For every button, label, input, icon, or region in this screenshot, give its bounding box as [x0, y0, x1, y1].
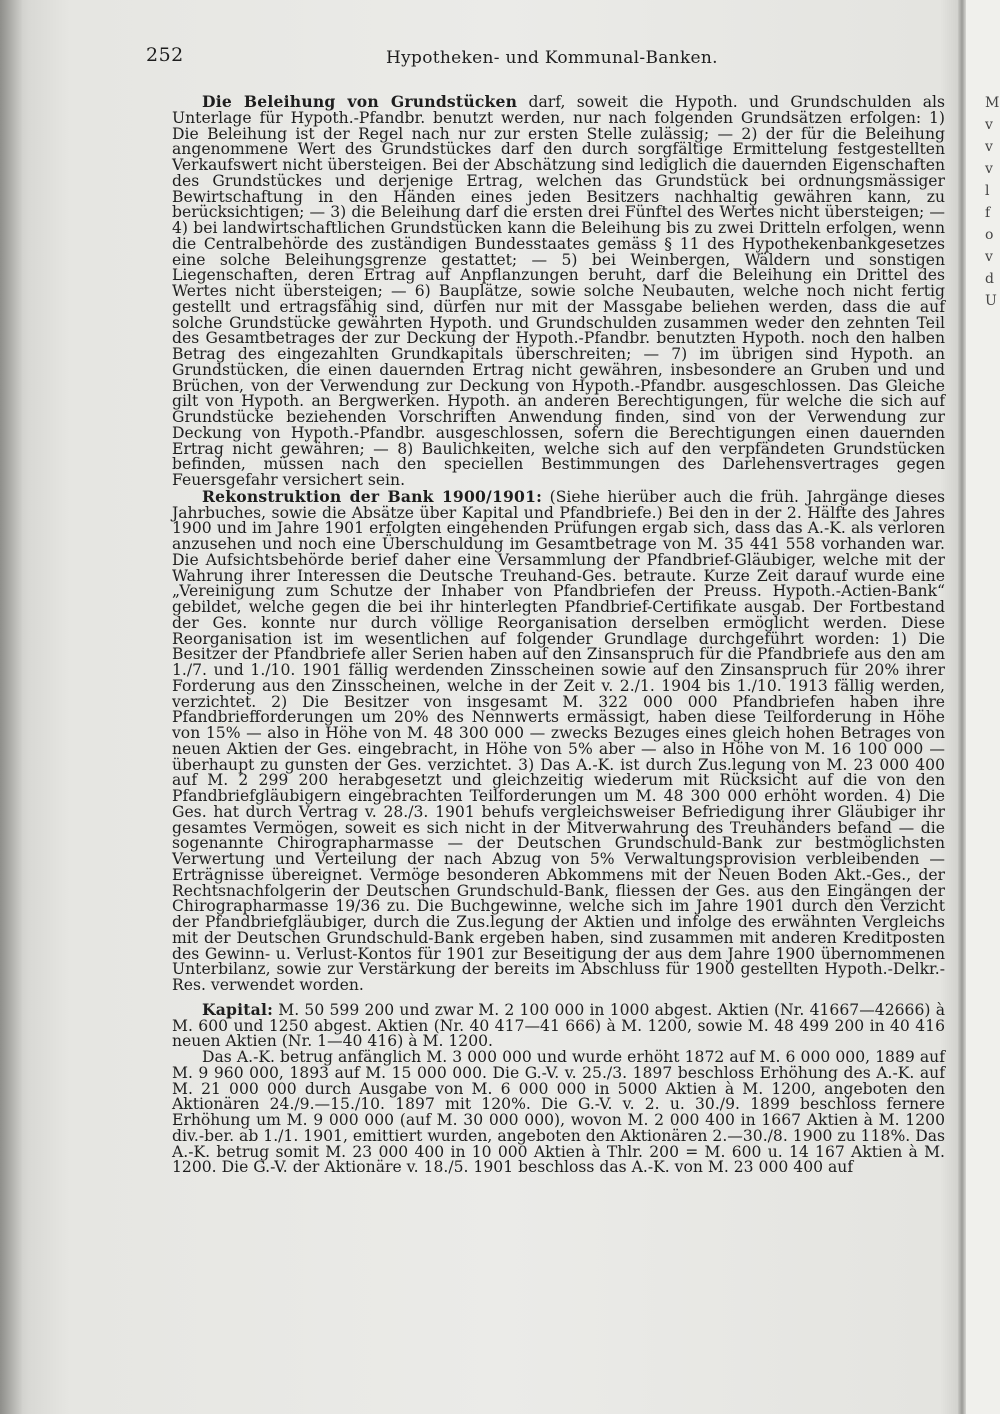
text-kapital-history: Das A.-K. betrug anfänglich M. 3 000 000 und wurde erhöht 1872 auf M. 6 000 000, 1889 auf M. 9 960 000, 1893 auf M. 15 000 000. Die G.-V. v. 25./3. 1897 beschloss Erhöhung des A.-K. auf M. 21 000 000 durch Ausgabe von M. 6 000 000 in 5000 Aktien à M. 1200, angeboten den Aktionären 24./9.—15./10. 1897 mit 120%. Die G.-V. v. 2. u. 30./9. 1899 beschloss fernere Erhöhung um M. 9 000 000 (auf M. 30 000 000), wovon M. 2 000 400 in 1667 Aktien à M. 1200 div.-ber. ab 1./1. 1901, emittiert wurden, angeboten den Aktionären 2.—30./8. 1900 zu 118%. Das A.-K. betrug somit M. 23 000 400 in 10 000 Aktien à Thlr. 200 = M. 600 u. 14 167 Aktien à M. 1200. Die G.-V. der Aktionäre v. 18./5. 1901 beschloss das A.-K. von M. 23 000 400 auf — [172, 1048, 945, 1177]
fragment-letter: v — [985, 161, 993, 177]
page-number: 252 — [146, 44, 184, 66]
fragment-letter: v — [985, 249, 993, 265]
heading-beleihung: Die Beleihung von Grundstücken — [202, 92, 518, 111]
text-kapital: M. 50 599 200 und zwar M. 2 100 000 in 1000 abgest. Aktien (Nr. 41667—42666) à M. 600 und 1250 abgest. Aktien (Nr. 40 417—41 666) à M. 1200, sowie M. 48 499 200 in 40 416 neuen Aktien (Nr. 1—40 416) à M. 1200. — [172, 1000, 945, 1051]
fragment-letter: l — [985, 183, 990, 199]
fragment-letter: U — [985, 293, 997, 309]
body-text — [172, 94, 945, 1176]
paragraph-kapital — [172, 999, 945, 1051]
fragment-letter: o — [985, 227, 994, 243]
page-header — [146, 44, 946, 74]
text-rekonstruktion: (Siehe hierüber auch die früh. Jahrgänge dieses Jahrbuches, sowie die Absätze über Kapital und Pfandbriefe.) Bei den in der 2. Hälfte des Jahres 1900 und im Jahre 1901 erfolgten eingehenden Prüfungen ergab sich, dass das A.-K. als verloren anzusehen und noch eine Überschuldung im Gesamtbetrage von M. 35 441 558 vorhanden war. Die Aufsichtsbehörde berief daher eine Versammlung der Pfandbrief-Gläubiger, welche mit der Wahrung ihrer Interessen die Deutsche Treuhand-Ges. betraute. Kurze Zeit darauf wurde eine „Vereinigung zum Schutze der Inhaber von Pfandbriefen der Preuss. Hypoth.-Actien-Bank“ gebildet, welche gegen die bei ihr hinterlegten Pfandbrief-Certifikate ausgab. Der Fortbestand der Ges. konnte nur durch völlige Reorganisation derselben ermöglicht werden. Diese Reorganisation ist im wesentlichen auf folgender Grundlage durchgeführt worden: 1) Die Besitzer der Pfandbriefe aller Serien haben auf den Zinsanspruch für die Pfandbriefe aus den am 1./7. und 1./10. 1901 fällig werdenden Zinsscheinen sowie auf den Zinsanspruch für 20% ihrer Forderung aus den Zinsscheinen, welche in der Zeit v. 2./1. 1904 bis 1./10. 1913 fällig werden, verzichtet. 2) Die Besitzer von insgesamt M. 322 000 000 Pfandbriefen haben ihre Pfandbriefforderungen um 20% des Nennwerts ermässigt, haben diese Teilforderung in Höhe von 15% — also in Höhe von M. 48 300 000 — zwecks Bezuges eines gleich hohen Betrages von neuen Aktien der Ges. eingebracht, in Höhe von 5% aber — also in Höhe von M. 16 100 000 — überhaupt zu gunsten der Ges. verzichtet. 3) Das A.-K. ist durch Zus.legung von M. 23 000 400 auf M. 2 299 200 herabgesetzt und gleichzeitig wiederum mit Rücksicht auf die von den Pfandbriefgläubigern eingebrachten Teilforderungen um M. 48 300 000 erhöht worden. 4) Die Ges. hat durch Vertrag v. 28./3. 1901 behufs vergleichsweiser Befriedigung ihrer Gläubiger ihr gesamtes Vermögen, soweit es sich nicht in der Mitverwahrung des Treuhänders befand — die sogenannte Chirographarmasse — der Deutschen Grundschuld-Bank zur bestmöglichsten Verwertung und Verteilung der nach Abzug von 5% Verwaltungsprovision verbleibenden — Erträgnisse übereignet. Vermöge besonderen Abkommens mit der Neuen Boden Akt.-Ges., der Rechtsnachfolgerin der Deutschen Grundschuld-Bank, fliessen der Ges. aus den Eingängen der Chirographarmasse 19/36 zu. Die Buchgewinne, welche sich im Jahre 1901 durch den Verzicht der Pfandbriefgläubiger, durch die Zus.legung der Aktien und infolge des erwähnten Vergleichs mit der Deutschen Grundschuld-Bank ergeben haben, sind zusammen mit anderen Kreditposten des Gewinn- u. Verlust-Kontos für 1901 zur Beseitigung der aus dem Jahre 1900 übernommenen Unterbilanz, sowie zur Verstärkung der bereits im Abschluss für 1900 gestellten Hypoth.-Delkr.-Res. verwendet worden. — [172, 487, 945, 994]
fragment-letter: M — [985, 95, 1000, 111]
fragment-letter: v — [985, 117, 993, 133]
paragraph-kapital-history — [172, 1050, 945, 1176]
binding-shadow — [0, 0, 22, 1414]
heading-kapital: Kapital: — [202, 999, 274, 1019]
page-gutter — [958, 0, 966, 1414]
text-beleihung: darf, soweit die Hypoth. und Grundschulden als Unterlage für Hypoth.-Pfandbr. benutzt werden, nur nach folgenden Grundsätzen erfolgen: 1) Die Beleihung ist der Regel nach nur zur ersten Stelle zulässig; — 2) der für die Beleihung angenommene Wert des Grundstückes darf den durch sorgfältige Ermittelung festgestellten Verkaufswert nicht übersteigen. Bei der Abschätzung sind lediglich die dauernden Eigenschaften des Grundstückes und derjenige Ertrag, welchen das Grundstück bei ordnungsmässiger Bewirtschaftung in den Händen eines jeden Besitzers nachhaltig gewähren kann, zu berücksichtigen; — 3) die Beleihung darf die ersten drei Fünftel des Wertes nicht übersteigen; — 4) bei landwirtschaftlichen Grundstücken kann die Beleihung bis zu zwei Dritteln erfolgen, wenn die Centralbehörde des zuständigen Bundesstaates gemäss § 11 des Hypothekenbankgesetzes eine solche Beleihungsgrenze gestattet; — 5) bei Weinbergen, Wäldern und sonstigen Liegenschaften, deren Ertrag auf Anpflanzungen beruht, darf die Beleihung ein Drittel des Wertes nicht übersteigen; — 6) Bauplätze, sowie solche Neubauten, welche noch nicht fertig gestellt und ertragsfähig sind, dürfen nur mit der Massgabe beliehen werden, dass die auf solche Grundstücke gewährten Hypoth. und Grundschulden zusammen weder den zehnten Teil des Gesamtbetrages der zur Deckung der Hypoth.-Pfandbr. benutzten Hypoth. noch den halben Betrag des eingezahlten Grundkapitals überschreiten; — 7) im übrigen sind Hypoth. an Grundstücken, die einen dauernden Ertrag nicht gewähren, insbesondere an Gruben und und Brüchen, von der Verwendung zur Deckung von Hypoth.-Pfandbr. ausgeschlossen. Das Gleiche gilt von Hypoth. an Bergwerken. Hypoth. an anderen Berechtigungen, für welche die sich auf Grundstücke beziehenden Vorschriften Anwendung finden, sind von der Verwendung zur Deckung von Hypoth.-Pfandbr. ausgeschlossen, sofern die Berechtigungen einen dauernden Ertrag nicht gewähren; — 8) Baulichkeiten, welche sich auf den verpfändeten Grundstücken befinden, müssen nach den speciellen Bestimmungen des Darlehensvertrages gegen Feuersgefahr versichert sein. — [172, 93, 945, 489]
fragment-letter: v — [985, 139, 993, 155]
paragraph-beleihung — [172, 94, 945, 489]
adjacent-page-fragments — [985, 92, 999, 312]
paragraph-rekonstruktion — [172, 486, 945, 994]
fragment-letter: f — [985, 205, 991, 221]
heading-rekonstruktion: Rekonstruktion der Bank 1900/1901: — [202, 486, 543, 506]
running-title: Hypotheken- und Kommunal-Banken. — [386, 48, 718, 68]
fragment-letter: d — [985, 271, 994, 287]
